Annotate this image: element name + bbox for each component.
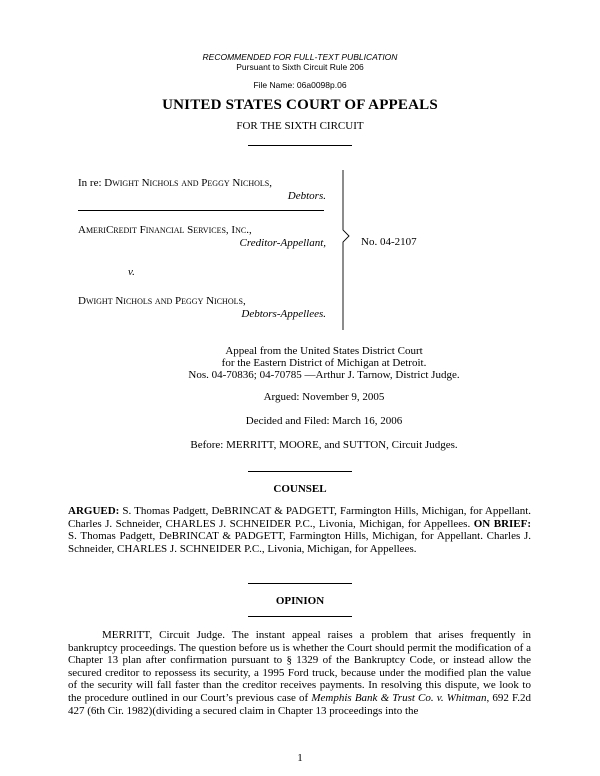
appellees-role: Debtors-Appellees. [241, 308, 326, 320]
decided-date: Decided and Filed: March 16, 2006 [245, 415, 403, 427]
publication-recommendation: RECOMMENDED FOR FULL-TEXT PUBLICATION [202, 52, 398, 62]
on-brief-text: S. Thomas Padgett, DeBRINCAT & PADGETT, Farmington Hills, Michigan, for Appellant. Charles J. Schneider, CHARLES J. SCHNEIDER P.C., Livonia, Michigan, for Appellees. [68, 530, 531, 555]
counsel-paragraph [68, 505, 531, 555]
opinion-text-a: MERRITT, Circuit Judge. The instant appeal raises a problem that arises frequently in bankruptcy proceedings. The question before us is whether the Court should permit the modification of a Chapter 13 plan after confirmation pursuant to § 1329 of the Bankruptcy Code, or instead allow the secured creditor to repossess its security, a 1995 Ford truck, because under the modified plan the value of the security will fall faster than the creditor receives payments. In resolving this dispute, we look to the procedure outlined in our Court’s previous case of [68, 629, 531, 704]
opinion-bottom-divider [248, 616, 352, 617]
appellees-names: Dwight Nichols and Peggy Nichols, [78, 295, 246, 307]
court-circuit: FOR THE SIXTH CIRCUIT [236, 120, 364, 132]
counsel-heading: COUNSEL [273, 483, 327, 495]
argued-text: S. Thomas Padgett, DeBRINCAT & PADGETT, Farmington Hills, Michigan, for Appellant. Charles J. Schneider, CHARLES J. SCHNEIDER P.C., Livonia, Michigan, for Appellees. [68, 505, 531, 530]
case-number: No. 04-2107 [361, 236, 417, 248]
file-name: File Name: 06a0098p.06 [253, 80, 347, 90]
opinion-paragraph [68, 629, 531, 717]
appeal-block [0, 345, 600, 381]
caption-debtors [78, 177, 340, 190]
opinion-text-b: , 692 F.2d 427 (6th Cir. 1982)(dividing a secured claim in Chapter 13 proceedings into the [68, 691, 531, 717]
appellant-name: AmeriCredit Financial Services, Inc., [78, 224, 252, 236]
appeal-line-3: Nos. 04-70836; 04-70785 —Arthur J. Tarnow, District Judge. [188, 369, 460, 381]
panel-judges: Before: MERRITT, MOORE, and SUTTON, Circuit Judges. [190, 439, 458, 451]
debtors-role: Debtors. [287, 190, 326, 202]
page-number: 1 [297, 752, 303, 764]
in-re-prefix: In re: [78, 177, 105, 189]
appeal-line-1: Appeal from the United States District Court [225, 345, 423, 357]
argued-label: ARGUED: [68, 505, 120, 517]
on-brief-label: ON BRIEF: [473, 517, 532, 530]
debtors-names: Dwight Nichols and Peggy Nichols, [104, 177, 272, 189]
versus: v. [128, 266, 135, 278]
counsel-top-divider [248, 471, 352, 472]
argued-date: Argued: November 9, 2005 [263, 391, 385, 403]
caption-divider [78, 210, 324, 211]
circuit-rule-note: Pursuant to Sixth Circuit Rule 206 [236, 62, 364, 72]
caption-bracket [333, 168, 353, 332]
opinion-top-divider [248, 583, 352, 584]
opinion-heading: OPINION [275, 595, 325, 607]
appeal-line-2: for the Eastern District of Michigan at Detroit. [221, 357, 427, 369]
title-divider [248, 145, 352, 146]
cited-case-name: Memphis Bank & Trust Co. v. Whitman [311, 691, 487, 704]
court-title: UNITED STATES COURT OF APPEALS [162, 97, 438, 113]
appellant-role: Creditor-Appellant, [239, 237, 326, 249]
